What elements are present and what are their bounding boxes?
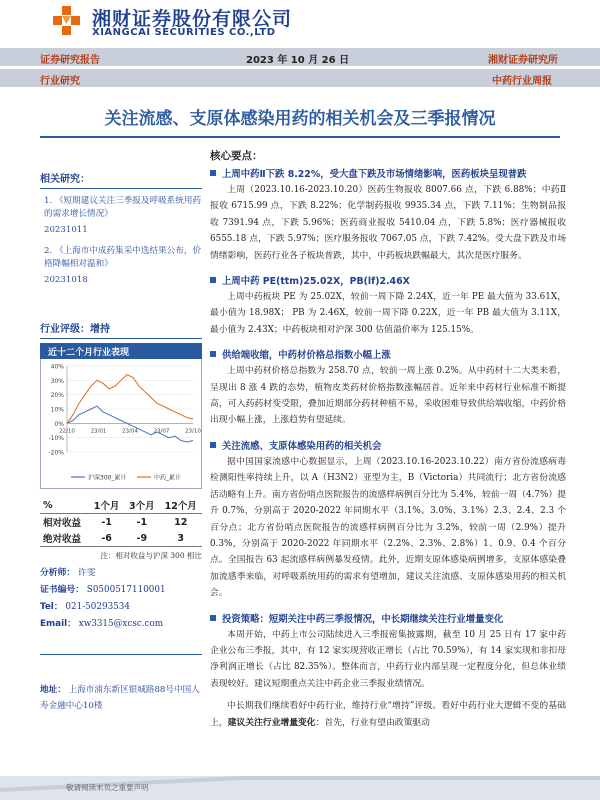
performance-table: [40, 497, 202, 547]
related-research: [40, 170, 202, 285]
row-label: 绝对收益: [40, 530, 89, 547]
bullet-icon: [210, 442, 216, 448]
section-body: 上周（2023.10.16-2023.10.20）医药生物报收 8007.66 点，下跌 6.88%；中药Ⅱ报收 6715.99 点，下跌 8.22%；化学制药报收 9935.34 点，下跌 7.11%；生物制品报收 7391.94 点，下跌 5.96%；医药商业报收 5410.04 点，下跌 5.8%；医疗器械报收 6555.18 点，下跌 5.97%；医疗服务报收 7067.05 点，下跌 7.42%。受大盘下跌及市场情绪影响，医药行业各子板块普跌，其中，中药板块跌幅最大，其次是医疗服务。: [210, 185, 566, 261]
section-body: 据中国国家流感中心数据显示，上周（2023.10.16-2023.10.22）南方省份流感病毒检测阳性率持续上升，以 A（H3N2）亚型为主，B（Victoria）共同流行；北方省份流感活动略有上升。南方省份哨点医院报告的流感样病例百分比为 5.4%，较前一周（4.7%）提升 0.7%，分别高于 2020-2022 年同期水平（3.1%、3.0%、3.1%）2.3、2.4、2.3 个百分点；北方省份哨点医院报告的流感样病例百分比为 3.2%，较前一周（2.9%）提升 0.3%，分别高于 2020-2022 年同期水平（2.2%、2.3%、2.8%）1、0.9、0.4 个百分点。全国报告 63 起流感样病例暴发疫情。此外，近期支原体感染病例增多，支原体感染叠加流感季来临，对呼吸系统用药的需求有望增加，建议关注流感、支原体感染用药的相关机会。: [210, 456, 566, 599]
company-name-en: XIANGCAI SECURITIES CO.,LTD: [92, 27, 276, 38]
performance-chart: [41, 360, 201, 488]
rating-value: 增持: [90, 324, 110, 335]
table-cell: -6: [89, 530, 124, 547]
section-heading: 关注流感、支原体感染用药的相关机会: [210, 438, 566, 452]
address-label: 地址：: [40, 685, 66, 695]
table-cell: 3: [159, 530, 202, 547]
legend-label: 中药_累计: [154, 474, 182, 482]
x-tick-label: 22/10: [59, 428, 75, 435]
table-row: [40, 514, 202, 531]
y-tick-label: 40%: [50, 363, 64, 371]
bullet-icon: [210, 170, 216, 176]
analyst-contact: [40, 565, 202, 633]
table-cell: 12: [174, 516, 188, 528]
table-cell: -9: [124, 530, 159, 547]
report-date: 2023 年 10 月 26 日: [246, 55, 350, 66]
section-heading: 上周中药 PE(ttm)25.02X，PB(lf)2.46X: [210, 273, 566, 287]
table-header-cell: 12个月: [159, 497, 202, 514]
closing-paragraph: 中长期我们继续看好中药行业，维持行业“增持”评级。看好中药行业大逻辑不变的基础上，建议关注行业增量变化：首先，行业有望由政策驱动: [210, 701, 566, 728]
industry-rating: [40, 320, 202, 339]
y-tick-label: 30%: [50, 377, 64, 385]
section-body: 本周开始，中药上市公司陆续进入三季报密集披露期，截至 10 月 25 日有 17 家中药企业公布三季报，其中，有 12 家实现营收正增长（占比 70.59%），有 14 家实现和非扣母净利润正增长（占比 82.35%）。整体而言，中药行业内部呈现一定程度分化，但总体业绩表现较好。建议短期重点关注中药企业三季报业绩情况。: [210, 629, 566, 689]
table-header-row: [40, 497, 202, 514]
legend-label: 沪深300_累计: [88, 474, 127, 482]
table-cell: -1: [101, 516, 112, 528]
tel-number: 021-50293534: [65, 602, 130, 612]
header-band-top: [0, 48, 600, 66]
report-category: 行业研究: [40, 76, 80, 87]
x-tick-label: 23/04: [122, 428, 138, 435]
row-label: 相对收益: [43, 518, 82, 529]
divider: [40, 654, 202, 655]
divider: [40, 338, 202, 339]
section-heading: 上周中药Ⅱ下跌 8.22%，受大盘下跌及市场情绪影响，医药板块呈现普跌: [210, 166, 566, 180]
table-header-cell: %: [40, 497, 89, 514]
email-label: Email：: [40, 619, 76, 629]
table-row: [40, 530, 202, 547]
x-tick-label: 23/07: [153, 428, 170, 435]
core-points: [210, 166, 566, 731]
section-body: 上周中药材价格总指数为 258.70 点，较前一周上涨 0.2%。从中药材十二大类来看，呈现出 8 涨 4 跌的态势，植物皮类药材价格指数涨幅居首。近年来中药材行业标准不断提高，可入药药材变受限，叠加近期部分药材种植不易，采收困难导致供给端收缩，中药价格出现小幅上涨，上涨趋势有望延续。: [210, 366, 566, 426]
footer-disclaimer: 敬请阅读末页之重要声明: [66, 783, 149, 792]
x-tick-label: 23/10: [185, 428, 201, 435]
series-line-2: [67, 375, 193, 424]
x-tick-label: 23/01: [90, 428, 107, 435]
table-header-cell: 3个月: [124, 497, 159, 514]
related-report-link[interactable]: 2. 《上海市中成药集采中选结果公布，价格降幅相对温和》: [44, 246, 202, 269]
y-tick-label: 10%: [50, 406, 64, 414]
cert-number: S0500517110001: [86, 585, 166, 595]
core-points-label: 核心要点：: [210, 150, 263, 162]
closing-emphasis: 建议关注行业增量变化: [227, 717, 316, 728]
table-note: 注：相对收益与沪深 300 相比: [100, 551, 202, 560]
address-text: 上海市浦东新区银城路88号中国人寿金融中心10楼: [40, 685, 200, 711]
related-report-link[interactable]: 1. 《短期建议关注三季报及呼吸系统用药的需求增长情况》: [44, 196, 202, 219]
table-cell: -1: [136, 516, 148, 528]
performance-table-wrap: [40, 497, 202, 561]
bullet-icon: [210, 277, 216, 283]
page-title: 关注流感、支原体感染用药的相关机会及三季报情况: [104, 109, 496, 129]
rating-label: 行业评级：: [40, 324, 90, 335]
divider: [40, 188, 202, 189]
analyst-name: 许雯: [78, 568, 96, 578]
table-header-cell: 1个月: [89, 497, 124, 514]
cert-label: 证书编号：: [40, 585, 84, 595]
institute-name: 湘财证券研究所: [488, 55, 558, 66]
y-tick-label: -10%: [48, 435, 64, 443]
related-report-date: 20231011: [44, 225, 88, 235]
company-name-cn: 湘财证券股份有限公司: [92, 8, 293, 30]
title-divider: [40, 136, 560, 138]
tel-label: Tel：: [40, 602, 63, 612]
chart-title: 近十二个月行业表现: [48, 348, 130, 358]
y-tick-label: -20%: [48, 449, 64, 457]
related-report-date: 20231018: [44, 275, 88, 285]
section-body: 上周中药板块 PE 为 25.02X，较前一周下降 2.24X，近一年 PE 最大值为 33.61X，最小值为 18.98X； PB 为 2.46X，较前一周下降 0.22X，近一年 PB 最大值为 3.11X，最小值为 2.43X；中药板块相对沪深 300 估值溢价率为 125.15%。: [210, 292, 566, 335]
bullet-icon: [210, 615, 216, 621]
header-band-bottom: [0, 69, 600, 87]
analyst-label: 分析师：: [40, 568, 76, 578]
report-subcategory: 中药行业周报: [492, 76, 552, 87]
address-block: [40, 682, 202, 714]
section-heading: 投资策略：短期关注中药三季报情况，中长期继续关注行业增量变化: [210, 611, 566, 625]
bullet-icon: [210, 351, 216, 357]
report-type: 证券研究报告: [40, 55, 100, 66]
company-logo-icon: [50, 4, 84, 38]
y-tick-label: 20%: [50, 392, 64, 400]
y-tick-label: 0%: [54, 420, 64, 428]
related-research-heading: 相关研究：: [40, 174, 90, 185]
section-heading: 供给端收缩，中药材价格总指数小幅上涨: [210, 347, 566, 361]
email-link[interactable]: xw3315@xcsc.com: [78, 619, 164, 629]
